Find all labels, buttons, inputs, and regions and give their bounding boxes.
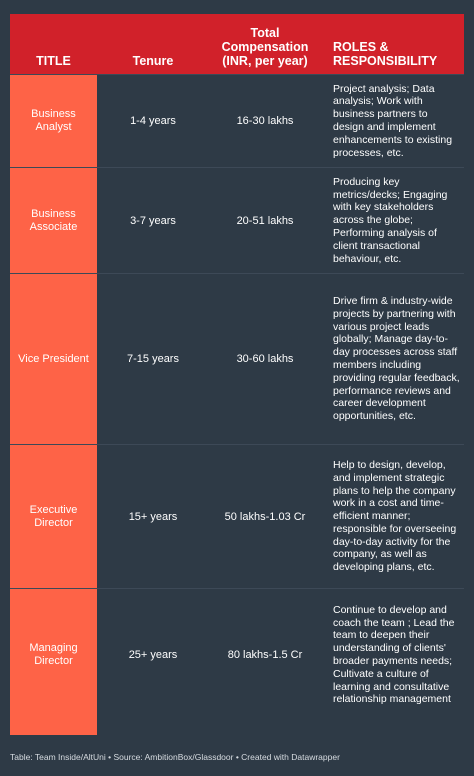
row-tenure: 25+ years — [128, 649, 178, 661]
row-title: Managing Director — [10, 589, 97, 721]
row-compensation: 30-60 lakhs — [236, 353, 294, 365]
table-caption: Table: Team Inside/AltUni • Source: AmbitionBox/Glassdoor • Created with Datawrapper — [10, 752, 340, 762]
row-tenure: 3-7 years — [130, 214, 176, 227]
footer-title-strip — [10, 721, 97, 735]
row-title: Business Analyst — [10, 75, 97, 167]
row-compensation: 80 lakhs-1.5 Cr — [227, 649, 303, 661]
row-roles: Continue to develop and coach the team ; Lead the team to deepen their understanding of clients' broader payments needs; Cultivate a culture of learning and consultative relationship management — [333, 603, 455, 706]
table-footer-band — [10, 721, 464, 735]
header-compensation[interactable]: Total Compensation (INR, per year) — [221, 26, 309, 68]
row-tenure: 7-15 years — [127, 353, 179, 365]
header-roles[interactable]: ROLES & RESPONSIBILITY — [333, 40, 438, 68]
table-header — [10, 14, 464, 74]
row-tenure: 15+ years — [128, 510, 178, 523]
table-row — [10, 167, 464, 273]
row-roles: Drive firm & industry-wide projects by partnering with various project leads globally; Manage day-to-day processes across staff members including providing regular feedback, performance reviews and career development opportunities, etc. — [333, 295, 460, 423]
table-row — [10, 74, 464, 167]
row-compensation: 50 lakhs-1.03 Cr — [224, 510, 306, 523]
row-tenure: 1-4 years — [130, 115, 176, 127]
table-row — [10, 273, 464, 444]
row-roles: Producing key metrics/decks; Engaging with key stakeholders across the globe; Performing analysis of client transactional behaviour, etc. — [333, 175, 448, 265]
row-roles: Help to design, develop, and implement strategic plans to help the company work in a cost and time-efficient manner; responsible for overseeing day-to-day activity for the company, as well as developing plans, etc. — [333, 458, 457, 574]
table-row — [10, 588, 464, 721]
table-row — [10, 444, 464, 588]
row-compensation: 20-51 lakhs — [236, 214, 294, 227]
header-title[interactable]: TITLE — [36, 54, 71, 68]
row-title: Business Associate — [10, 168, 97, 273]
row-title: Executive Director — [10, 445, 97, 588]
row-compensation: 16-30 lakhs — [236, 115, 294, 127]
header-tenure[interactable]: Tenure — [132, 54, 174, 68]
compensation-table — [10, 14, 464, 735]
row-title: Vice President — [10, 274, 97, 444]
row-roles: Project analysis; Data analysis; Work with business partners to design and implement enhancements to existing processes, etc. — [333, 82, 453, 159]
